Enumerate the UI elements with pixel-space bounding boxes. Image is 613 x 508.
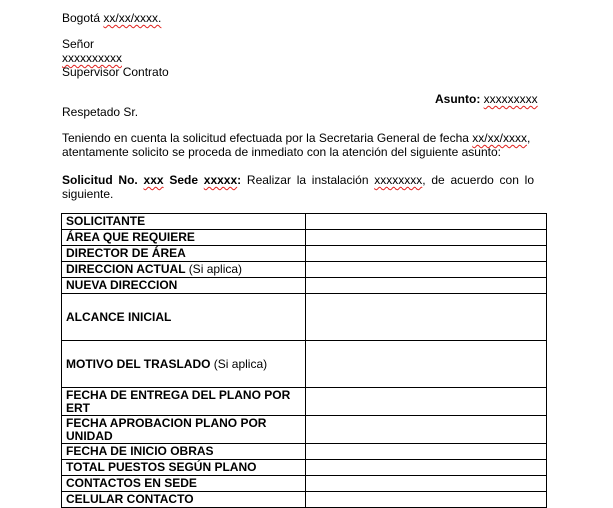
form-row (62, 294, 547, 341)
form-row-label-text: MOTIVO DEL TRASLADO (66, 356, 211, 371)
form-row (62, 476, 547, 492)
request-text1: Realizar la instalación (246, 173, 375, 187)
subject-label: Asunto (435, 92, 477, 106)
subject-line: Asunto: xxxxxxxxx (435, 92, 538, 106)
form-row-label-text: FECHA DE ENTREGA DEL PLANO POR ERT (66, 387, 291, 415)
form-row-value-cell[interactable] (306, 460, 547, 476)
form-row-value-cell[interactable] (306, 294, 547, 341)
form-row (62, 230, 547, 246)
subject-value: xxxxxxxxx (483, 92, 538, 106)
form-row-value-cell[interactable] (306, 262, 547, 278)
form-row-value-cell[interactable] (306, 278, 547, 294)
form-row (62, 278, 547, 294)
form-row-label-text: NUEVA DIRECCION (66, 278, 178, 292)
form-row (62, 214, 547, 230)
intro-paragraph (62, 131, 534, 159)
recipient-name-text: xxxxxxxxxx (62, 51, 122, 65)
form-row-value-cell[interactable] (306, 341, 547, 388)
request-label: Solicitud No. (62, 173, 138, 187)
greeting: Respetado Sr. (62, 105, 139, 119)
form-row-value-cell[interactable] (306, 416, 547, 444)
city: Bogotá (62, 11, 101, 25)
form-row-label-text: CONTACTOS EN SEDE (66, 476, 197, 490)
form-row (62, 341, 547, 388)
request-text2: , de acuerdo con lo siguiente. (62, 173, 535, 201)
form-row-label (62, 246, 306, 262)
form-row (62, 460, 547, 476)
form-row (62, 262, 547, 278)
recipient-salutation: Señor (62, 37, 95, 51)
form-row-label (62, 294, 306, 341)
form-row (62, 416, 547, 444)
form-row-label (62, 444, 306, 460)
form-row-label-text: DIRECTOR DE ÁREA (66, 246, 186, 260)
form-row-note: (Si aplica) (213, 356, 268, 371)
form-row-value-cell[interactable] (306, 444, 547, 460)
form-row-label (62, 214, 306, 230)
form-row-label (62, 476, 306, 492)
request-form-table (61, 213, 547, 508)
form-row-label-text: CELULAR CONTACTO (66, 492, 194, 506)
form-row-value-cell[interactable] (306, 230, 547, 246)
form-row (62, 444, 547, 460)
form-row-value-cell[interactable] (306, 246, 547, 262)
intro-date: xx/xx/xxxx (472, 131, 527, 145)
form-row-label-text: ÁREA QUE REQUIERE (66, 230, 195, 244)
form-row-value-cell[interactable] (306, 214, 547, 230)
form-row-note: (Si aplica) (188, 262, 243, 276)
form-row-label-text: FECHA APROBACION PLANO POR UNIDAD (66, 415, 267, 443)
form-row-label (62, 262, 306, 278)
recipient-name (62, 51, 122, 65)
form-row-label (62, 341, 306, 388)
form-row-label-text: SOLICITANTE (66, 214, 146, 228)
intro-part2: , atentamente solicito se proceda de inmediato con la atención del siguiente asunto: (62, 131, 531, 159)
form-row-label (62, 388, 306, 416)
date-placeholder: xx/xx/xxxx. (103, 11, 162, 25)
form-row-value-cell[interactable] (306, 476, 547, 492)
form-row-label-text: ALCANCE INICIAL (66, 309, 172, 324)
form-row (62, 388, 547, 416)
form-row-label (62, 278, 306, 294)
date-line (62, 11, 161, 25)
form-row-label (62, 416, 306, 444)
form-row-label-text: TOTAL PUESTOS SEGÚN PLANO (66, 460, 257, 474)
form-row (62, 246, 547, 262)
form-row-label (62, 460, 306, 476)
request-item: xxxxxxxx (374, 173, 423, 187)
form-row-label (62, 230, 306, 246)
recipient-title: Supervisor Contrato (62, 65, 169, 79)
request-sede: xxxxx (203, 173, 238, 187)
request-sede-label: Sede (169, 173, 199, 187)
request-number: xxx (143, 173, 164, 187)
form-row-value-cell[interactable] (306, 388, 547, 416)
intro-part1: Teniendo en cuenta la solicitud efectuada por la Secretaria General de fecha (62, 131, 473, 145)
request-paragraph: Solicitud No. xxx Sede xxxxx: Realizar la instalación xxxxxxxx, de acuerdo con lo siguiente. (62, 173, 535, 201)
form-row-label-text: DIRECCION ACTUAL (66, 262, 186, 276)
form-row-label-text: FECHA DE INICIO OBRAS (66, 444, 214, 458)
